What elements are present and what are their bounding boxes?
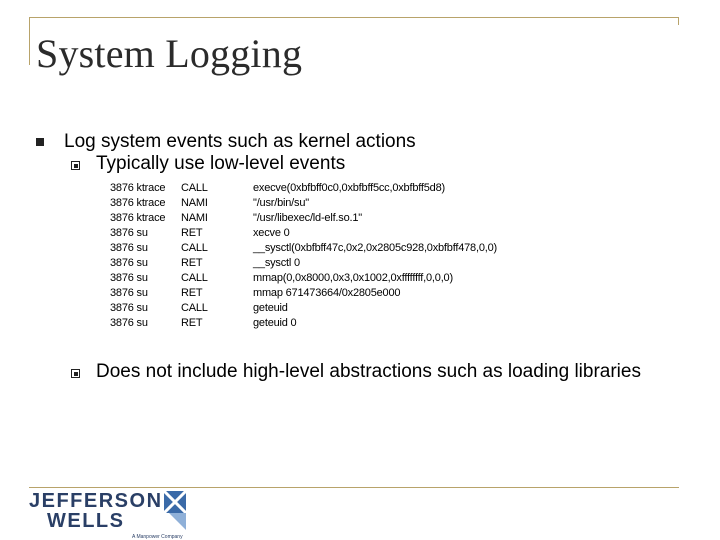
frame-top-end-tick: [678, 17, 679, 25]
log-row: [110, 226, 497, 241]
log-row: [110, 196, 497, 211]
log-row: [110, 211, 497, 226]
log-type-cell: RET: [181, 227, 203, 239]
log-row: [110, 181, 497, 196]
square-bullet-icon: [36, 138, 44, 146]
log-detail-cell: geteuid 0: [253, 317, 297, 329]
log-row: [110, 256, 497, 271]
log-row: [110, 241, 497, 256]
log-detail-cell: mmap(0,0x8000,0x3,0x1002,0xffffffff,0,0,0): [253, 272, 453, 284]
log-table: [110, 181, 497, 331]
log-detail-cell: mmap 671473664/0x2805e000: [253, 287, 401, 299]
log-process-cell: 3876 su: [110, 242, 148, 254]
logo-mark-icon: [164, 491, 186, 530]
log-type-cell: RET: [181, 317, 203, 329]
log-detail-cell: __sysctl(0xbfbff47c,0x2,0x2805c928,0xbfbff478,0,0): [253, 242, 497, 254]
slide-title: System Logging: [36, 31, 303, 76]
sub-bullet-low-level: Typically use low-level events: [96, 153, 346, 174]
bullet-log-events: Log system events such as kernel actions: [64, 131, 416, 152]
sub-bullet-icon: [71, 369, 80, 378]
sub-bullet-icon: [71, 161, 80, 170]
log-type-cell: NAMI: [181, 212, 208, 224]
log-type-cell: CALL: [181, 302, 208, 314]
sub-bullet-abstractions: Does not include high-level abstractions such as loading libraries: [96, 361, 641, 382]
logo-line2: WELLS: [47, 510, 125, 532]
log-type-cell: CALL: [181, 242, 208, 254]
log-detail-cell: execve(0xbfbff0c0,0xbfbff5cc,0xbfbff5d8): [253, 182, 445, 194]
log-type-cell: RET: [181, 257, 203, 269]
log-type-cell: CALL: [181, 182, 208, 194]
log-process-cell: 3876 su: [110, 227, 148, 239]
log-detail-cell: "/usr/libexec/ld-elf.so.1": [253, 212, 362, 224]
log-type-cell: CALL: [181, 272, 208, 284]
log-process-cell: 3876 su: [110, 317, 148, 329]
log-process-cell: 3876 ktrace: [110, 197, 166, 209]
logo-tagline: A Manpower Company: [132, 534, 183, 540]
log-row: [110, 286, 497, 301]
log-row: [110, 316, 497, 331]
log-process-cell: 3876 su: [110, 257, 148, 269]
log-detail-cell: geteuid: [253, 302, 288, 314]
log-detail-cell: __sysctl 0: [253, 257, 300, 269]
frame-top-line: [29, 17, 678, 18]
log-type-cell: RET: [181, 287, 203, 299]
log-process-cell: 3876 su: [110, 302, 148, 314]
log-row: [110, 271, 497, 286]
log-detail-cell: "/usr/bin/su": [253, 197, 309, 209]
jefferson-wells-logo: [26, 488, 201, 540]
logo-line1: JEFFERSON: [29, 490, 163, 512]
log-process-cell: 3876 ktrace: [110, 182, 166, 194]
frame-vertical-line: [29, 17, 30, 65]
log-row: [110, 301, 497, 316]
log-process-cell: 3876 ktrace: [110, 212, 166, 224]
log-type-cell: NAMI: [181, 197, 208, 209]
log-process-cell: 3876 su: [110, 287, 148, 299]
log-process-cell: 3876 su: [110, 272, 148, 284]
log-detail-cell: xecve 0: [253, 227, 290, 239]
